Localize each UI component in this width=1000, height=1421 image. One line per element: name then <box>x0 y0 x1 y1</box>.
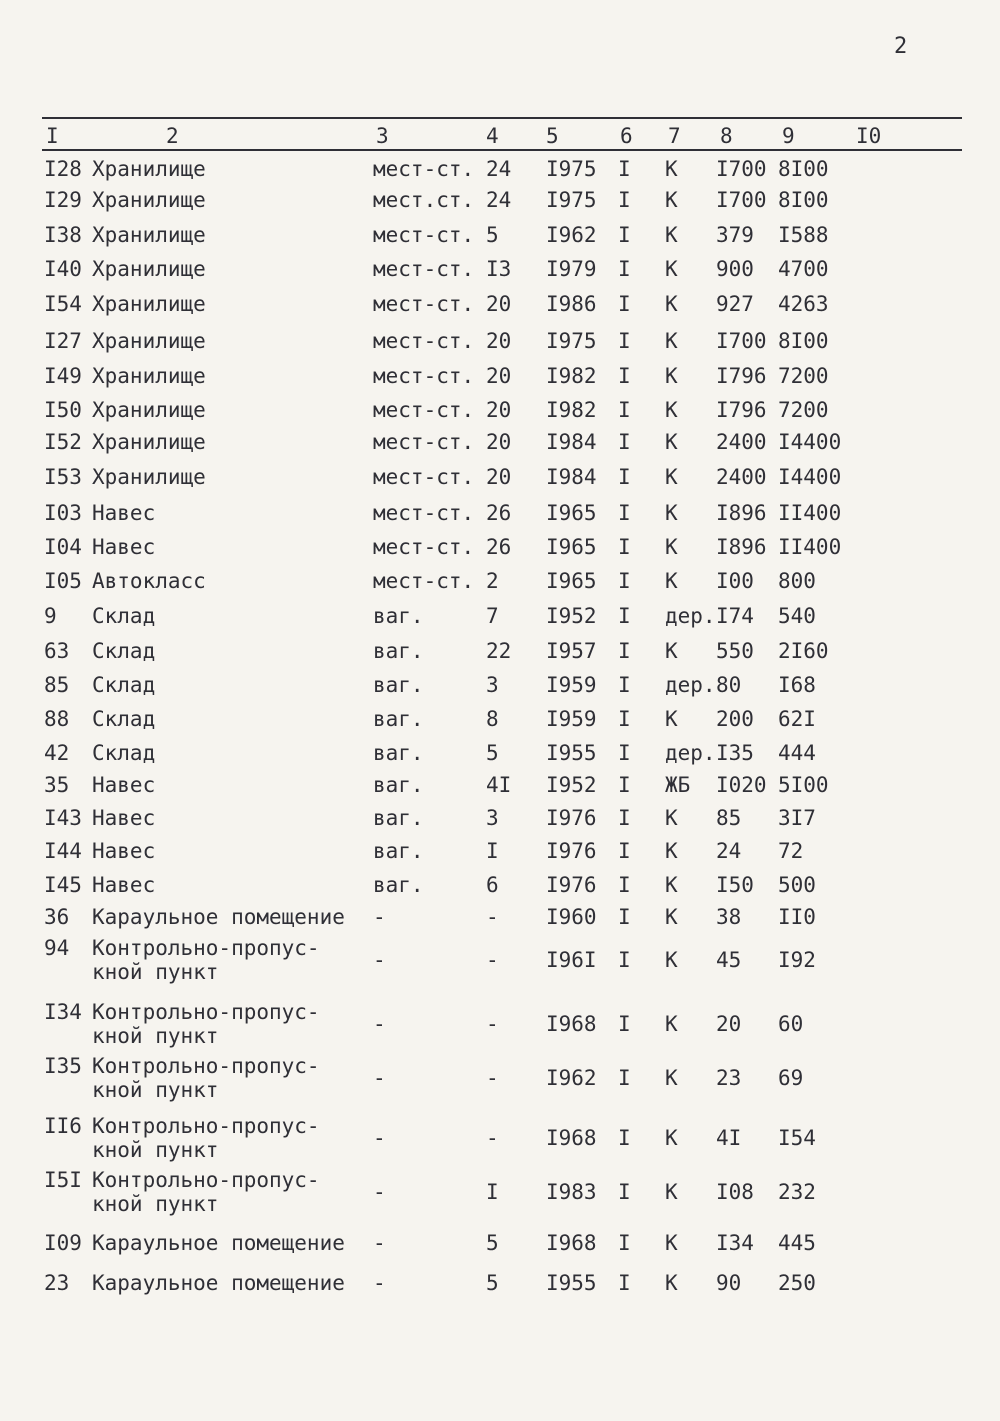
column-4-value: - <box>486 1126 499 1150</box>
year-built: I975 <box>546 157 597 181</box>
column-header-7: 7 <box>668 124 681 148</box>
column-6-value: I <box>618 1012 631 1036</box>
material: К <box>665 292 678 316</box>
year-built: I982 <box>546 398 597 422</box>
row-number: I5I <box>44 1168 82 1192</box>
row-number: 88 <box>44 707 70 731</box>
column-8-value: I796 <box>716 398 767 422</box>
object-name: Караульное помещение <box>92 905 345 929</box>
material: К <box>665 465 678 489</box>
column-6-value: I <box>618 569 631 593</box>
material: К <box>665 639 678 663</box>
storage-type: ваг. <box>373 741 424 765</box>
object-name <box>92 1054 320 1102</box>
column-9-value: I92 <box>778 948 816 972</box>
material: К <box>665 329 678 353</box>
column-6-value: I <box>618 188 631 212</box>
storage-type: мест-ст. <box>373 364 475 388</box>
column-4-value: 20 <box>486 430 512 454</box>
column-4-value: 26 <box>486 501 512 525</box>
column-6-value: I <box>618 1180 631 1204</box>
row-number: I29 <box>44 188 82 212</box>
column-9-value: 800 <box>778 569 816 593</box>
object-name: Навес <box>92 501 156 525</box>
object-name-line-1: Контрольно-пропус- <box>92 1000 320 1024</box>
storage-type: ваг. <box>373 639 424 663</box>
column-8-value: I700 <box>716 157 767 181</box>
column-6-value: I <box>618 639 631 663</box>
object-name: Хранилище <box>92 398 206 422</box>
column-4-value: 4I <box>486 773 512 797</box>
column-8-value: 200 <box>716 707 754 731</box>
year-built: I959 <box>546 707 597 731</box>
column-6-value: I <box>618 292 631 316</box>
material: К <box>665 535 678 559</box>
material: К <box>665 398 678 422</box>
column-9-value: I588 <box>778 223 829 247</box>
year-built: I952 <box>546 604 597 628</box>
storage-type: мест-ст. <box>373 501 475 525</box>
column-8-value: I796 <box>716 364 767 388</box>
column-9-value: 250 <box>778 1271 816 1295</box>
column-8-value: I020 <box>716 773 767 797</box>
column-4-value: I <box>486 839 499 863</box>
column-6-value: I <box>618 364 631 388</box>
year-built: I955 <box>546 1271 597 1295</box>
year-built: I979 <box>546 257 597 281</box>
column-8-value: 38 <box>716 905 742 929</box>
storage-type: ваг. <box>373 673 424 697</box>
column-8-value: I700 <box>716 329 767 353</box>
column-header-5: 5 <box>546 124 559 148</box>
storage-type: - <box>373 1066 386 1090</box>
year-built: I96I <box>546 948 597 972</box>
column-4-value: 20 <box>486 364 512 388</box>
object-name: Навес <box>92 535 156 559</box>
row-number: 85 <box>44 673 70 697</box>
object-name: Хранилище <box>92 223 206 247</box>
column-header-9: 9 <box>782 124 795 148</box>
column-8-value: 23 <box>716 1066 742 1090</box>
column-9-value: 69 <box>778 1066 804 1090</box>
year-built: I965 <box>546 501 597 525</box>
column-8-value: 2400 <box>716 465 767 489</box>
column-8-value: 550 <box>716 639 754 663</box>
column-9-value: I4400 <box>778 465 842 489</box>
row-number: I40 <box>44 257 82 281</box>
column-6-value: I <box>618 329 631 353</box>
column-4-value: 24 <box>486 188 512 212</box>
column-9-value: 445 <box>778 1231 816 1255</box>
year-built: I986 <box>546 292 597 316</box>
storage-type: мест-ст. <box>373 465 475 489</box>
column-8-value: I08 <box>716 1180 754 1204</box>
storage-type: - <box>373 1012 386 1036</box>
material: К <box>665 873 678 897</box>
page-number: 2 <box>894 34 908 59</box>
storage-type: ваг. <box>373 604 424 628</box>
row-number: I35 <box>44 1054 82 1078</box>
column-4-value: 3 <box>486 673 499 697</box>
storage-type: мест.ст. <box>373 188 475 212</box>
material: К <box>665 430 678 454</box>
column-4-value: 2 <box>486 569 499 593</box>
storage-type: мест-ст. <box>373 398 475 422</box>
column-header-2: 2 <box>166 124 179 148</box>
column-4-value: - <box>486 1066 499 1090</box>
object-name-line-1: Контрольно-пропус- <box>92 936 320 960</box>
column-header-8: 8 <box>720 124 733 148</box>
object-name: Хранилище <box>92 430 206 454</box>
column-9-value: 8I00 <box>778 157 829 181</box>
column-8-value: I896 <box>716 501 767 525</box>
object-name: Хранилище <box>92 257 206 281</box>
column-4-value: 7 <box>486 604 499 628</box>
column-9-value: 8I00 <box>778 188 829 212</box>
year-built: I959 <box>546 673 597 697</box>
column-9-value: 4700 <box>778 257 829 281</box>
column-8-value: 24 <box>716 839 742 863</box>
column-6-value: I <box>618 535 631 559</box>
column-9-value: 232 <box>778 1180 816 1204</box>
object-name: Навес <box>92 806 156 830</box>
storage-type: ваг. <box>373 873 424 897</box>
object-name: Караульное помещение <box>92 1271 345 1295</box>
column-8-value: 4I <box>716 1126 742 1150</box>
material: К <box>665 569 678 593</box>
material: К <box>665 1066 678 1090</box>
row-number: I53 <box>44 465 82 489</box>
year-built: I984 <box>546 430 597 454</box>
material: К <box>665 188 678 212</box>
column-9-value: II0 <box>778 905 816 929</box>
column-9-value: I68 <box>778 673 816 697</box>
object-name: Хранилище <box>92 292 206 316</box>
column-9-value: 7200 <box>778 364 829 388</box>
column-6-value: I <box>618 707 631 731</box>
row-number: I45 <box>44 873 82 897</box>
column-4-value: 20 <box>486 398 512 422</box>
material: К <box>665 905 678 929</box>
column-8-value: 45 <box>716 948 742 972</box>
object-name: Хранилище <box>92 329 206 353</box>
row-number: I50 <box>44 398 82 422</box>
year-built: I976 <box>546 873 597 897</box>
column-6-value: I <box>618 1231 631 1255</box>
column-8-value: 900 <box>716 257 754 281</box>
object-name-line-2: кной пункт <box>92 1078 219 1102</box>
object-name <box>92 1000 320 1048</box>
column-9-value: II400 <box>778 501 842 525</box>
column-6-value: I <box>618 806 631 830</box>
material: дер. <box>665 673 716 697</box>
year-built: I952 <box>546 773 597 797</box>
object-name: Хранилище <box>92 157 206 181</box>
column-4-value: I <box>486 1180 499 1204</box>
object-name: Навес <box>92 839 156 863</box>
storage-type: мест-ст. <box>373 157 475 181</box>
row-number: I34 <box>44 1000 82 1024</box>
row-number: I09 <box>44 1231 82 1255</box>
column-6-value: I <box>618 1271 631 1295</box>
column-6-value: I <box>618 773 631 797</box>
column-6-value: I <box>618 501 631 525</box>
column-4-value: 8 <box>486 707 499 731</box>
storage-type: мест-ст. <box>373 257 475 281</box>
storage-type: мест-ст. <box>373 569 475 593</box>
column-header-10: I0 <box>856 124 882 148</box>
column-header-1: I <box>46 124 59 148</box>
object-name-line-2: кной пункт <box>92 1138 219 1162</box>
material: ЖБ <box>665 773 691 797</box>
row-number: I04 <box>44 535 82 559</box>
column-9-value: 7200 <box>778 398 829 422</box>
year-built: I984 <box>546 465 597 489</box>
material: К <box>665 948 678 972</box>
row-number: I03 <box>44 501 82 525</box>
year-built: I962 <box>546 1066 597 1090</box>
object-name: Склад <box>92 707 156 731</box>
row-number: 94 <box>44 936 70 960</box>
row-number: 63 <box>44 639 70 663</box>
column-6-value: I <box>618 604 631 628</box>
object-name: Склад <box>92 604 156 628</box>
column-8-value: 90 <box>716 1271 742 1295</box>
column-8-value: 20 <box>716 1012 742 1036</box>
material: К <box>665 1231 678 1255</box>
column-9-value: 60 <box>778 1012 804 1036</box>
column-9-value: II400 <box>778 535 842 559</box>
storage-type: - <box>373 948 386 972</box>
material: дер. <box>665 741 716 765</box>
column-6-value: I <box>618 257 631 281</box>
material: К <box>665 1126 678 1150</box>
column-header-3: 3 <box>376 124 389 148</box>
year-built: I965 <box>546 535 597 559</box>
column-8-value: I50 <box>716 873 754 897</box>
column-4-value: 5 <box>486 1231 499 1255</box>
column-4-value: 22 <box>486 639 512 663</box>
object-name-line-1: Контрольно-пропус- <box>92 1054 320 1078</box>
row-number: I43 <box>44 806 82 830</box>
column-6-value: I <box>618 905 631 929</box>
column-6-value: I <box>618 1066 631 1090</box>
year-built: I960 <box>546 905 597 929</box>
column-8-value: I00 <box>716 569 754 593</box>
object-name <box>92 1114 320 1162</box>
column-8-value: 80 <box>716 673 742 697</box>
row-number: I28 <box>44 157 82 181</box>
material: К <box>665 707 678 731</box>
object-name-line-2: кной пункт <box>92 1024 219 1048</box>
column-8-value: I700 <box>716 188 767 212</box>
storage-type: ваг. <box>373 806 424 830</box>
object-name-line-1: Контрольно-пропус- <box>92 1114 320 1138</box>
column-9-value: 2I60 <box>778 639 829 663</box>
column-6-value: I <box>618 873 631 897</box>
column-8-value: 379 <box>716 223 754 247</box>
column-8-value: 2400 <box>716 430 767 454</box>
object-name: Караульное помещение <box>92 1231 345 1255</box>
column-6-value: I <box>618 741 631 765</box>
column-6-value: I <box>618 223 631 247</box>
column-4-value: - <box>486 948 499 972</box>
column-4-value: 20 <box>486 292 512 316</box>
column-header-6: 6 <box>620 124 633 148</box>
year-built: I968 <box>546 1126 597 1150</box>
object-name: Автокласс <box>92 569 206 593</box>
storage-type: мест-ст. <box>373 329 475 353</box>
column-8-value: I35 <box>716 741 754 765</box>
storage-type: - <box>373 1231 386 1255</box>
column-9-value: I54 <box>778 1126 816 1150</box>
column-9-value: 62I <box>778 707 816 731</box>
year-built: I976 <box>546 839 597 863</box>
storage-type: мест-ст. <box>373 430 475 454</box>
column-6-value: I <box>618 157 631 181</box>
year-built: I976 <box>546 806 597 830</box>
year-built: I968 <box>546 1012 597 1036</box>
column-6-value: I <box>618 948 631 972</box>
material: К <box>665 1271 678 1295</box>
material: К <box>665 806 678 830</box>
row-number: I54 <box>44 292 82 316</box>
year-built: I982 <box>546 364 597 388</box>
row-number: I05 <box>44 569 82 593</box>
column-6-value: I <box>618 839 631 863</box>
object-name-line-2: кной пункт <box>92 1192 219 1216</box>
column-9-value: 500 <box>778 873 816 897</box>
column-4-value: 26 <box>486 535 512 559</box>
column-header-4: 4 <box>486 124 499 148</box>
object-name: Склад <box>92 639 156 663</box>
column-8-value: I896 <box>716 535 767 559</box>
row-number: 9 <box>44 604 57 628</box>
year-built: I968 <box>546 1231 597 1255</box>
column-4-value: 5 <box>486 1271 499 1295</box>
row-number: I38 <box>44 223 82 247</box>
column-6-value: I <box>618 673 631 697</box>
object-name: Навес <box>92 873 156 897</box>
object-name <box>92 1168 320 1216</box>
column-4-value: 3 <box>486 806 499 830</box>
row-number: I27 <box>44 329 82 353</box>
row-number: 23 <box>44 1271 70 1295</box>
column-4-value: I3 <box>486 257 512 281</box>
object-name-line-2: кной пункт <box>92 960 219 984</box>
column-6-value: I <box>618 430 631 454</box>
column-9-value: 540 <box>778 604 816 628</box>
object-name-line-1: Контрольно-пропус- <box>92 1168 320 1192</box>
column-9-value: 444 <box>778 741 816 765</box>
column-4-value: 6 <box>486 873 499 897</box>
column-6-value: I <box>618 1126 631 1150</box>
column-8-value: I74 <box>716 604 754 628</box>
material: К <box>665 364 678 388</box>
column-9-value: 8I00 <box>778 329 829 353</box>
column-9-value: 3I7 <box>778 806 816 830</box>
year-built: I957 <box>546 639 597 663</box>
storage-type: - <box>373 1180 386 1204</box>
row-number: I44 <box>44 839 82 863</box>
material: К <box>665 1180 678 1204</box>
storage-type: мест-ст. <box>373 292 475 316</box>
column-4-value: 20 <box>486 465 512 489</box>
column-6-value: I <box>618 465 631 489</box>
object-name: Хранилище <box>92 364 206 388</box>
object-name <box>92 936 320 984</box>
object-name: Склад <box>92 673 156 697</box>
year-built: I962 <box>546 223 597 247</box>
column-4-value: 5 <box>486 741 499 765</box>
row-number: I52 <box>44 430 82 454</box>
column-8-value: 927 <box>716 292 754 316</box>
year-built: I975 <box>546 188 597 212</box>
storage-type: - <box>373 905 386 929</box>
storage-type: ваг. <box>373 707 424 731</box>
column-4-value: 5 <box>486 223 499 247</box>
storage-type: - <box>373 1271 386 1295</box>
year-built: I955 <box>546 741 597 765</box>
material: К <box>665 501 678 525</box>
column-9-value: 72 <box>778 839 804 863</box>
column-4-value: - <box>486 1012 499 1036</box>
material: К <box>665 223 678 247</box>
year-built: I975 <box>546 329 597 353</box>
storage-type: ваг. <box>373 773 424 797</box>
column-9-value: 5I00 <box>778 773 829 797</box>
column-8-value: 85 <box>716 806 742 830</box>
column-9-value: I4400 <box>778 430 842 454</box>
object-name: Навес <box>92 773 156 797</box>
year-built: I965 <box>546 569 597 593</box>
row-number: 36 <box>44 905 70 929</box>
row-number: 35 <box>44 773 70 797</box>
storage-type: мест-ст. <box>373 535 475 559</box>
material: дер. <box>665 604 716 628</box>
year-built: I983 <box>546 1180 597 1204</box>
column-4-value: 24 <box>486 157 512 181</box>
material: К <box>665 157 678 181</box>
storage-type: ваг. <box>373 839 424 863</box>
object-name: Хранилище <box>92 188 206 212</box>
row-number: II6 <box>44 1114 82 1138</box>
storage-type: - <box>373 1126 386 1150</box>
material: К <box>665 1012 678 1036</box>
row-number: I49 <box>44 364 82 388</box>
column-6-value: I <box>618 398 631 422</box>
material: К <box>665 839 678 863</box>
object-name: Хранилище <box>92 465 206 489</box>
column-8-value: I34 <box>716 1231 754 1255</box>
storage-type: мест-ст. <box>373 223 475 247</box>
column-9-value: 4263 <box>778 292 829 316</box>
row-number: 42 <box>44 741 70 765</box>
material: К <box>665 257 678 281</box>
object-name: Склад <box>92 741 156 765</box>
column-4-value: 20 <box>486 329 512 353</box>
column-4-value: - <box>486 905 499 929</box>
